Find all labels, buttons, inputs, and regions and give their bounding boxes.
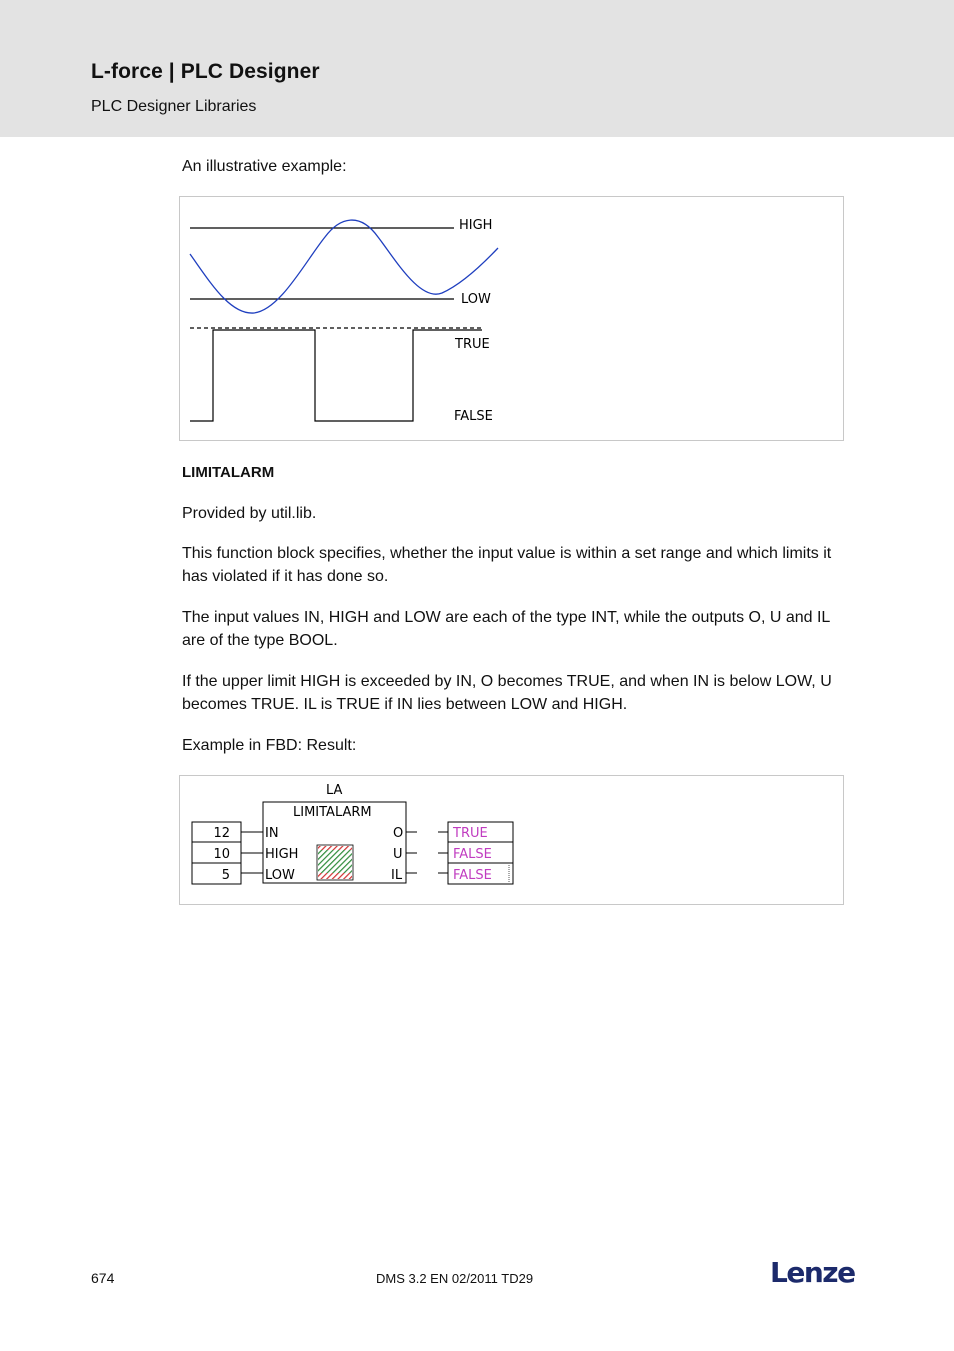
port-low: LOW xyxy=(265,868,295,883)
output-value-o: TRUE xyxy=(453,826,488,841)
port-in: IN xyxy=(265,826,279,841)
output-value-u: FALSE xyxy=(453,847,492,862)
fbd-diagram xyxy=(180,776,843,904)
fbd-figure xyxy=(179,775,844,905)
paragraph-behavior: If the upper limit HIGH is exceeded by IN, O becomes TRUE, and when IN is below LOW, U becomes TRUE. IL is TRUE if IN lies between LOW and HIGH. xyxy=(182,673,832,713)
input-value-low: 5 xyxy=(221,868,230,883)
port-il: IL xyxy=(391,868,403,883)
port-high: HIGH xyxy=(265,847,299,862)
label-true: TRUE xyxy=(455,337,490,352)
label-high: HIGH xyxy=(459,218,493,233)
waveform-figure xyxy=(179,196,844,441)
document-title: L-force | PLC Designer xyxy=(91,60,320,83)
block-type: LIMITALARM xyxy=(293,805,372,820)
paragraph-types: The input values IN, HIGH and LOW are each of the type INT, while the outputs O, U and IL are of the type BOOL. xyxy=(182,609,830,649)
waveform-diagram xyxy=(180,197,843,440)
section-heading: LIMITALARM xyxy=(182,464,275,481)
page-number: 674 xyxy=(91,1270,115,1286)
output-square-wave xyxy=(190,330,482,421)
paragraph-description: This function block specifies, whether the input value is within a set range and which limits it has violated if it has done so. xyxy=(182,545,832,585)
page-header xyxy=(0,0,954,137)
input-value-in: 12 xyxy=(213,826,230,841)
label-low: LOW xyxy=(461,292,491,307)
document-id: DMS 3.2 EN 02/2011 TD29 xyxy=(376,1271,534,1286)
label-false: FALSE xyxy=(454,409,493,424)
intro-text: An illustrative example: xyxy=(182,158,347,175)
paragraph-example: Example in FBD: Result: xyxy=(182,737,357,754)
port-u: U xyxy=(393,847,403,862)
port-o: O xyxy=(393,826,404,841)
instance-name: LA xyxy=(326,783,343,798)
output-value-il: FALSE xyxy=(453,868,492,883)
paragraph-provided: Provided by util.lib. xyxy=(182,505,317,522)
chapter-title: PLC Designer Libraries xyxy=(91,98,257,115)
lenze-logo: Lenze xyxy=(770,1256,855,1289)
input-value-high: 10 xyxy=(213,847,230,862)
